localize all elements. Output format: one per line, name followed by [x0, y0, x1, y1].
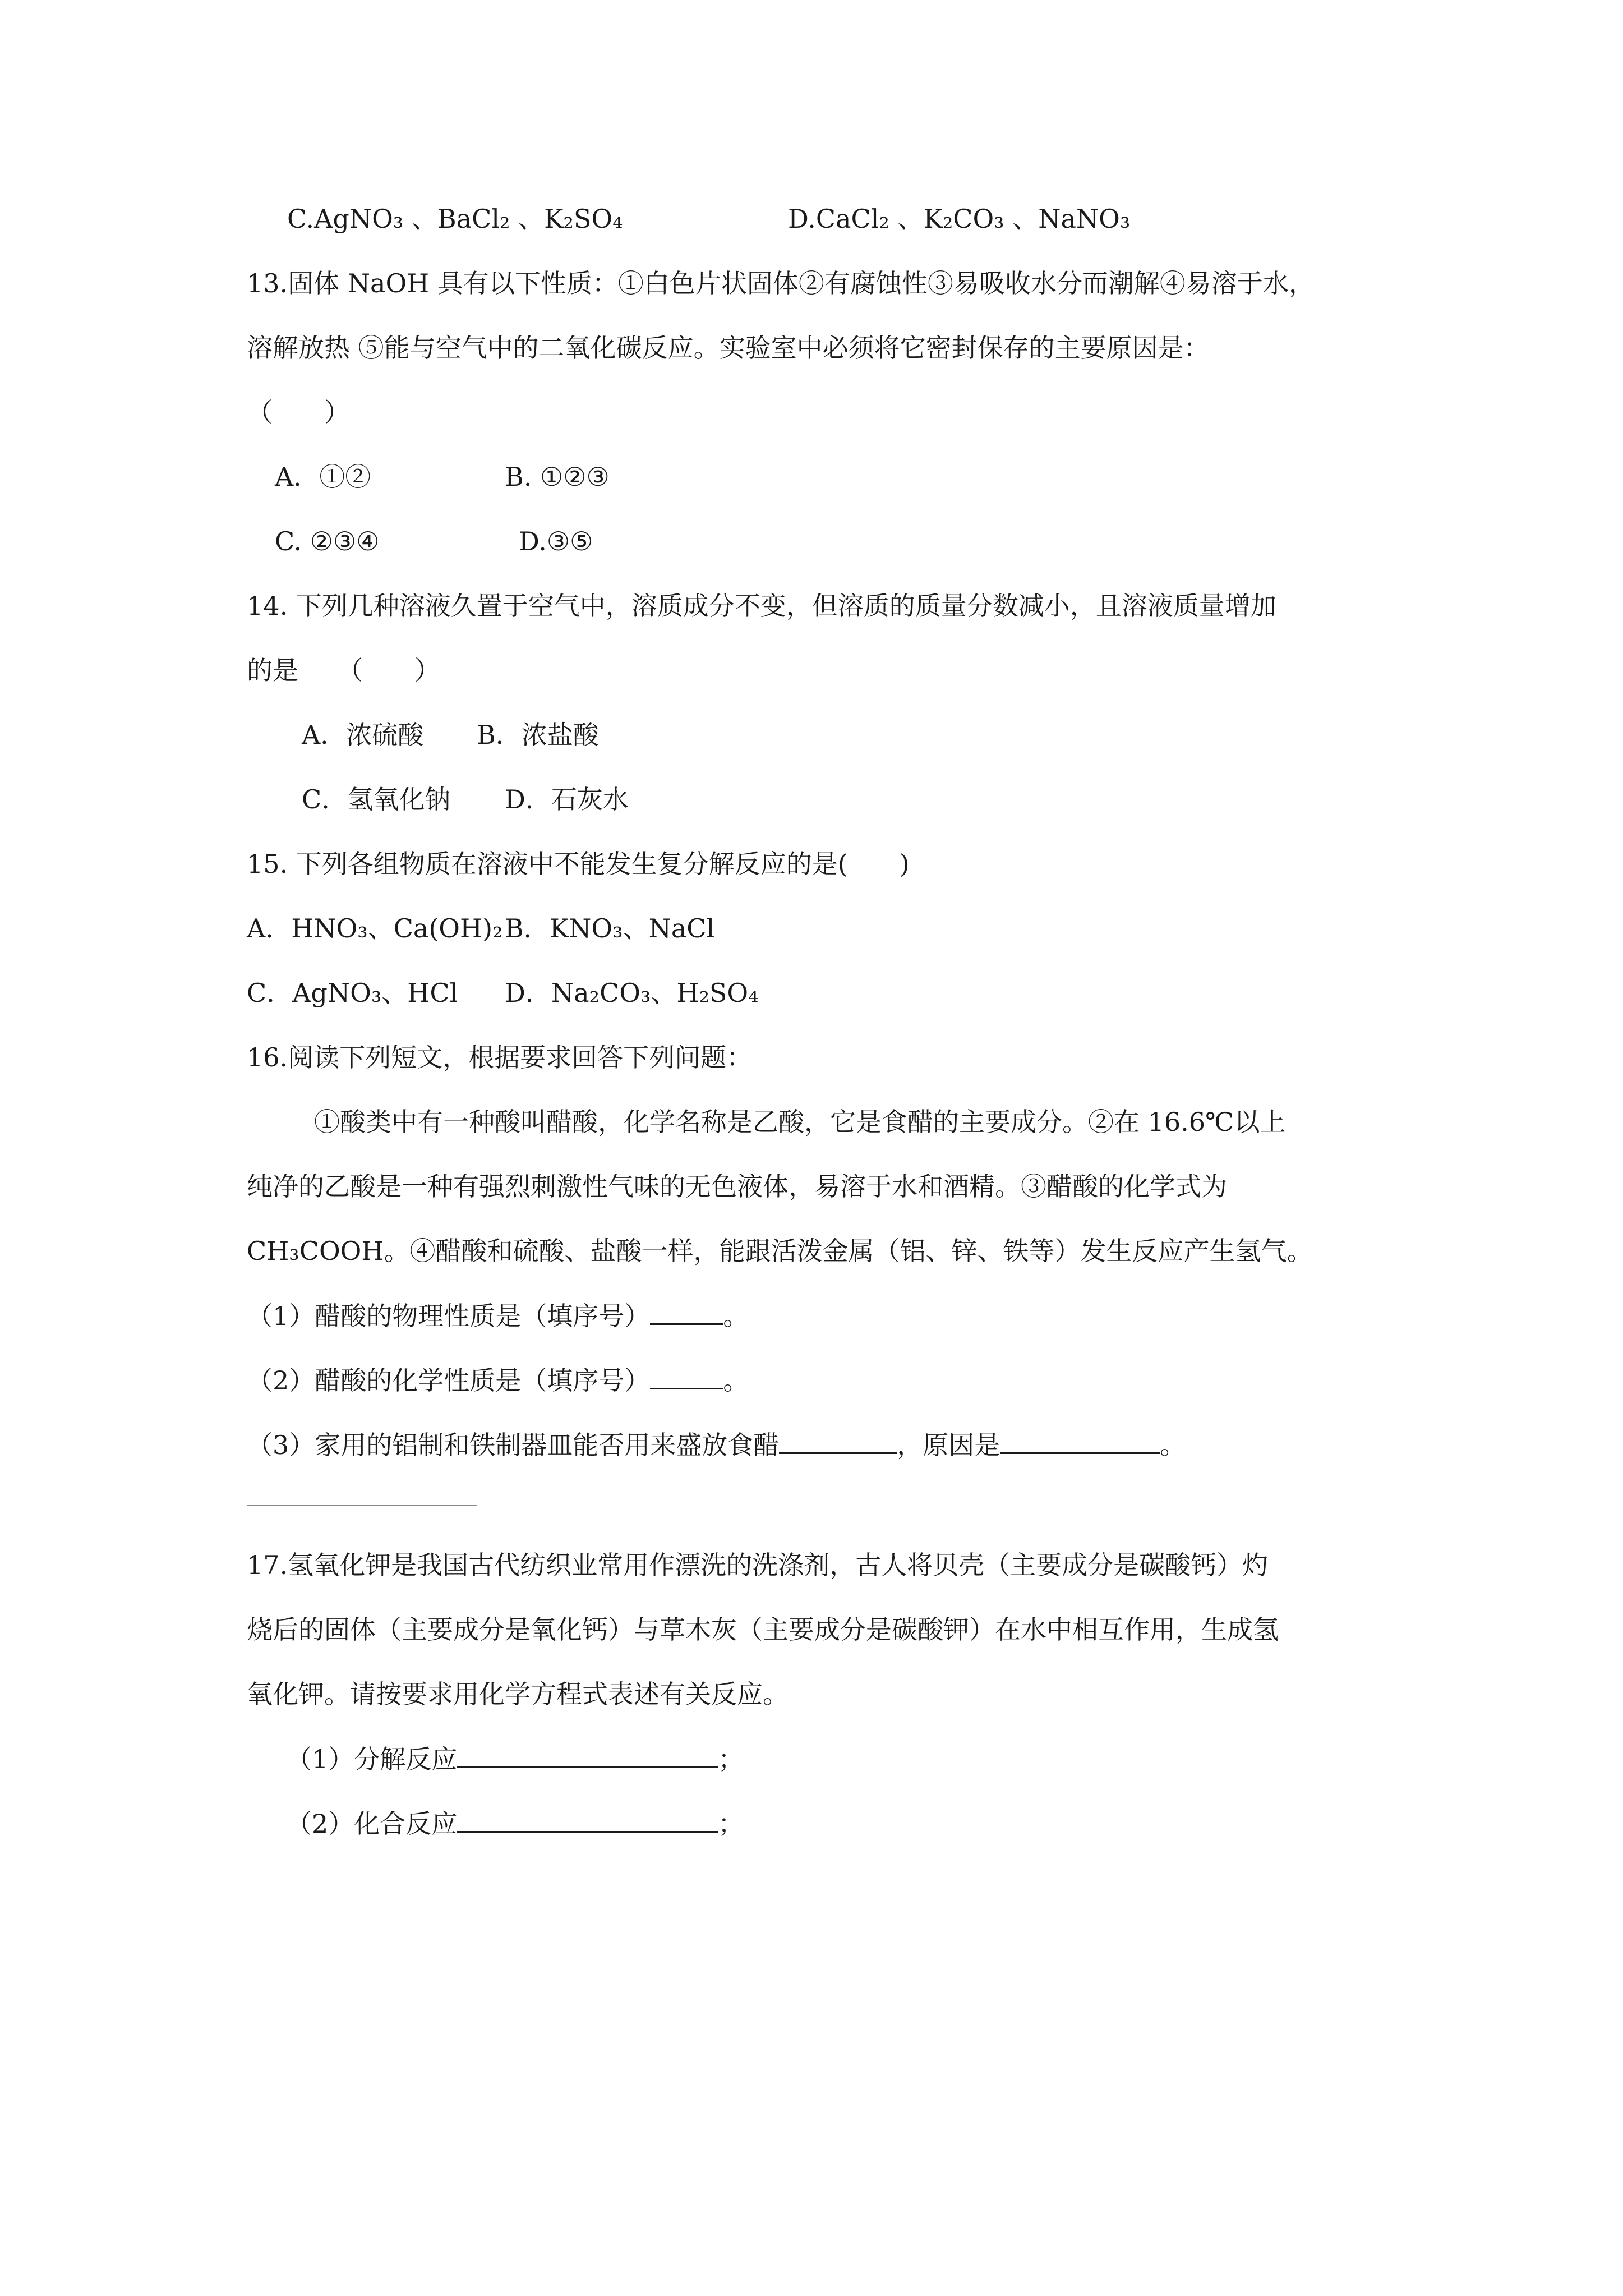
q16-sub1: [247, 1299, 749, 1333]
q16-sub3-text: （3）家用的铝制和铁制器皿能否用来盛放食醋: [247, 1430, 780, 1460]
q16-passage-line2: 纯净的乙酸是一种有强烈刺激性气味的无色液体，易溶于水和酒精。③醋酸的化学式为: [247, 1171, 1227, 1202]
q16-passage-line1: ①酸类中有一种酸叫醋酸，化学名称是乙酸，它是食醋的主要成分。②在 16.6℃以上: [314, 1107, 1286, 1137]
q16-passage-line3: CH₃COOH。④醋酸和硫酸、盐酸一样，能跟活泼金属（铝、锌、铁等）发生反应产生氢气。: [247, 1236, 1313, 1266]
q16-sub3-reason: ，原因是: [897, 1430, 1000, 1460]
q16-sub3-blank1[interactable]: [779, 1428, 897, 1454]
q16-sub2-text: （2）醋酸的化学性质是（填序号）: [247, 1365, 651, 1396]
q13-option-a: A．①②: [275, 462, 371, 492]
q14-option-c: C．氢氧化钠: [302, 784, 451, 815]
q17-sub2: [286, 1806, 744, 1841]
q14-stem-line2: 的是 （ ）: [247, 655, 440, 685]
q16-sub3-blank2[interactable]: [1000, 1428, 1160, 1454]
q14-stem-line1: 14. 下列几种溶液久置于空气中，溶质成分不变，但溶质的质量分数减小，且溶液质量增加: [247, 591, 1276, 621]
q12-option-c: C.AgNO₃ 、BaCl₂ 、K₂SO₄: [287, 204, 623, 234]
q13-option-d: D.③⑤: [519, 526, 593, 556]
q17-sub1-end: ；: [718, 1744, 744, 1774]
q14-option-d: D．石灰水: [505, 784, 629, 815]
q17-sub1: [286, 1742, 744, 1776]
q15-option-c: C．AgNO₃、HCl: [247, 978, 458, 1008]
q17-sub2-text: （2）化合反应: [286, 1809, 458, 1839]
q16-sub1-end: 。: [723, 1301, 749, 1331]
q16-sub3: [247, 1428, 1186, 1462]
q13-option-b: B. ①②③: [505, 462, 610, 492]
q15-option-b: B．KNO₃、NaCl: [505, 913, 715, 944]
q17-stem-line1: 17.氢氧化钾是我国古代纺织业常用作漂洗的洗涤剂，古人将贝壳（主要成分是碳酸钙）灼: [247, 1550, 1269, 1580]
q17-sub1-text: （1）分解反应: [286, 1744, 458, 1774]
q12-option-d: D.CaCl₂ 、K₂CO₃ 、NaNO₃: [788, 204, 1131, 234]
q17-stem-line3: 氧化钾。请按要求用化学方程式表述有关反应。: [247, 1679, 789, 1709]
q16-sub2-blank[interactable]: [650, 1363, 723, 1389]
q13-answer-paren: （ ）: [247, 397, 350, 427]
q17-stem-line2: 烧后的固体（主要成分是氧化钙）与草木灰（主要成分是碳酸钾）在水中相互作用，生成氢: [247, 1614, 1279, 1645]
q15-stem: 15. 下列各组物质在溶液中不能发生复分解反应的是( ): [247, 849, 910, 879]
q16-sub3-end: 。: [1160, 1430, 1186, 1460]
q16-sub2-end: 。: [723, 1365, 749, 1396]
q17-sub2-blank[interactable]: [457, 1806, 718, 1833]
q16-sub2: [247, 1363, 749, 1397]
q13-stem-line1: 13.固体 NaOH 具有以下性质：①白色片状固体②有腐蚀性③易吸收水分而潮解④易溶于水，: [247, 268, 1315, 298]
q13-stem-line2: 溶解放热 ⑤能与空气中的二氧化碳反应。实验室中必须将它密封保存的主要原因是：: [247, 333, 1210, 363]
section-divider: [247, 1505, 477, 1506]
q14-option-a: A．浓硫酸: [302, 720, 424, 750]
q17-sub2-end: ；: [718, 1809, 744, 1839]
q15-option-a: A．HNO₃、Ca(OH)₂: [247, 913, 503, 944]
q16-sub1-blank[interactable]: [650, 1299, 723, 1325]
q14-option-b: B．浓盐酸: [477, 720, 599, 750]
q15-option-d: D．Na₂CO₃、H₂SO₄: [505, 978, 759, 1008]
q17-sub1-blank[interactable]: [457, 1742, 718, 1768]
q16-stem: 16.阅读下列短文，根据要求回答下列问题：: [247, 1042, 753, 1073]
q13-option-c: C. ②③④: [275, 526, 380, 556]
q16-sub1-text: （1）醋酸的物理性质是（填序号）: [247, 1301, 651, 1331]
